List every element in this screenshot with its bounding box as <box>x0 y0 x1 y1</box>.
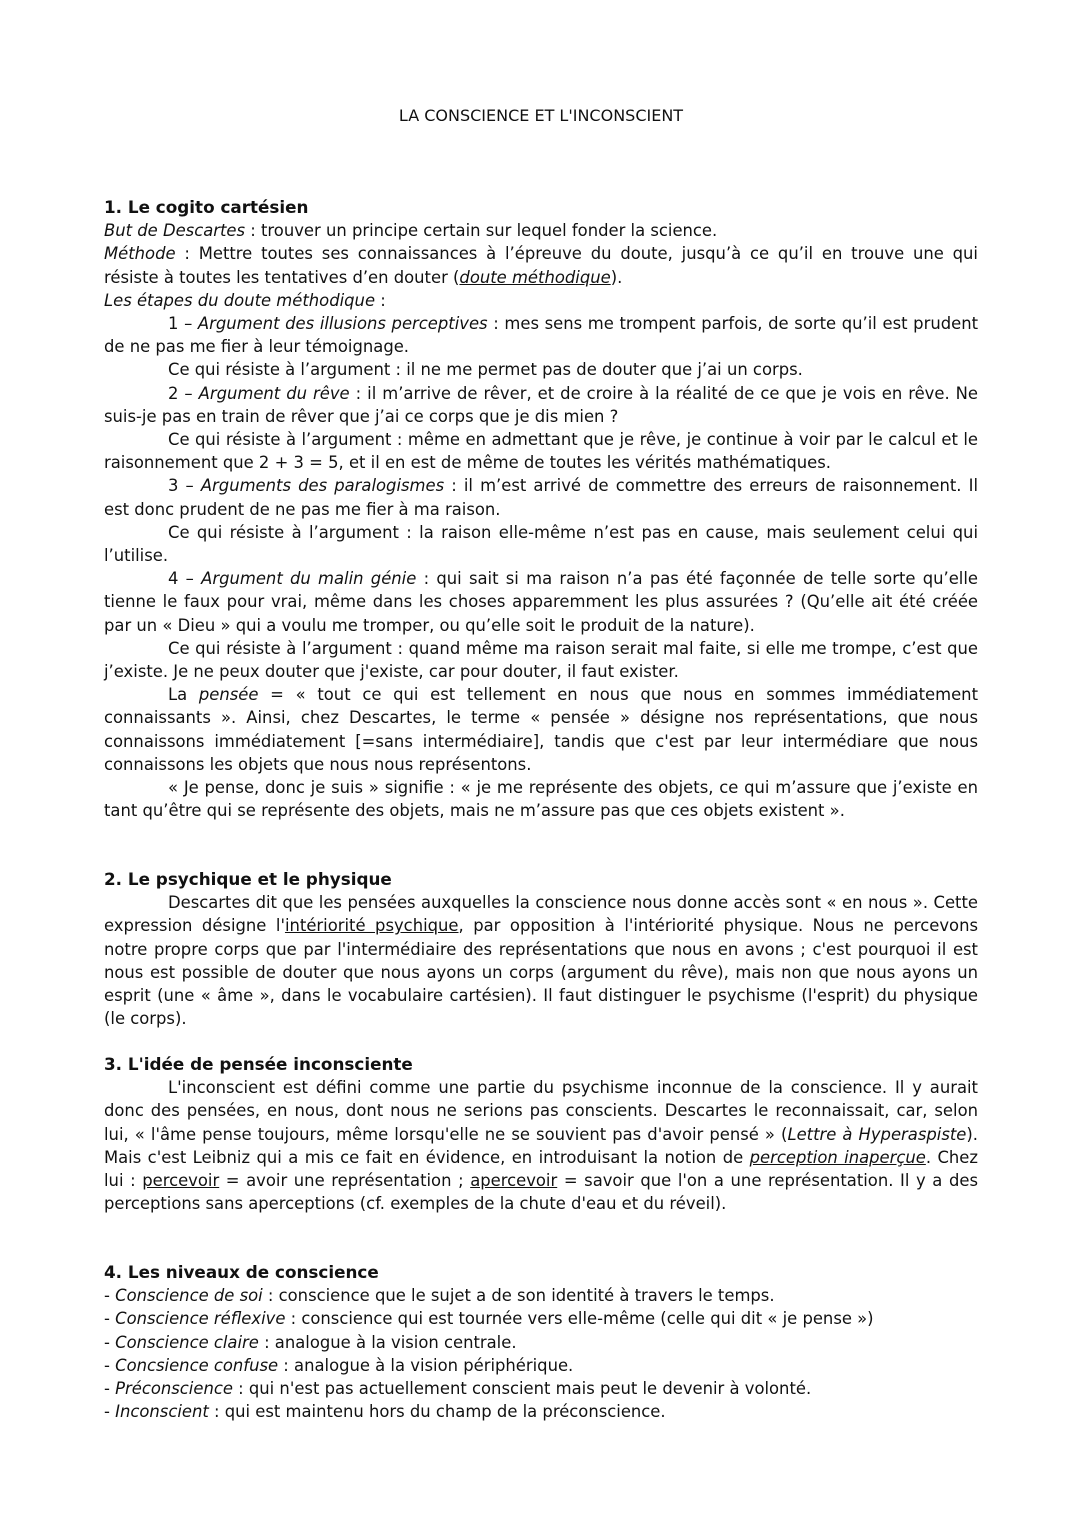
argument-text: : mes sens me trompent parfois, de sorte qu’il est prudent de ne pas me fier à leur témoignage. <box>104 314 979 357</box>
argument-text: : il m’est arrivé de commettre des erreurs de raisonnement. Il est donc prudent de ne pas me fier à ma raison. <box>104 476 979 519</box>
list-item <box>104 1400 978 1423</box>
list-label: Conscience réflexive <box>115 1309 286 1329</box>
paragraph-but <box>104 219 978 242</box>
argument-label: Arguments des paralogismes <box>200 476 445 496</box>
section-cogito <box>104 196 978 822</box>
argument-label: Argument du malin génie <box>201 569 417 589</box>
term-perception-inapercue: perception inaperçue <box>749 1147 926 1167</box>
section-heading: 1. Le cogito cartésien <box>104 197 309 217</box>
section-niveaux-conscience <box>104 1261 978 1423</box>
text-etapes-end: : <box>375 290 386 310</box>
argument-1-resistance: Ce qui résiste à l’argument : il ne me permet pas de douter que j’ai un corps. <box>168 360 803 380</box>
text-start: L'inconscient est défini comme une partie du psychisme inconnue de la conscience. Il y aurait donc des pensées, en nous, dont nous ne serions pas conscients. Descartes le reconnaissait, car, selon lui, « l'âme pense toujours, même lorsqu'elle ne se souvient pas d'avoir pensé » ( <box>104 1078 978 1144</box>
text-methode-end: ). <box>610 267 623 287</box>
text-pensee-start: La <box>168 685 199 705</box>
term-apercevoir: apercevoir <box>470 1171 558 1191</box>
list-text: : conscience qui est tournée vers elle-même (celle qui dit « je pense ») <box>285 1309 874 1329</box>
text-end: = savoir que l'on a une représentation. Il y a des perceptions sans aperceptions (cf. exemples de la chute d'eau et du réveil). <box>104 1171 978 1214</box>
text-methode: : Mettre toutes ses connaissances à l’épreuve du doute, jusqu’à ce qu’il en trouve une qui résiste à toutes les tentatives d’en douter ( <box>104 244 978 287</box>
text-pensee: = « tout ce qui est tellement en nous que nous en sommes immédiatement connaissants ». Ainsi, chez Descartes, le terme « pensée » désigne nos représentations, que nous connaissons immédiatement [=sans intermédiaire], tandis que c'est par leur intermédiare que nous connaissons les objets que nous nous représentons. <box>104 685 978 774</box>
argument-text: : qui sait si ma raison n’a pas été façonnée de telle sorte qu’elle tienne le faux pour vrai, même dans les choses apparemment les plus assurées ? (Qu’elle ait été créée par un « Dieu » qui a voulu me tromper, ou qu’elle soit le produit de la nature). <box>104 569 978 635</box>
section-psychique-physique <box>104 868 978 1030</box>
paragraph-methode <box>104 242 978 288</box>
list-item <box>104 1354 978 1377</box>
term-pensee: pensée <box>198 685 259 705</box>
text-end: , par opposition à l'intériorité physique. Nous ne percevons notre propre corps que par l'intermédiaire des représentations que nous en avons ; c'est pourquoi il est nous est possible de douter que nous ayons un corps (argument du rêve), mais non que nous ayons un esprit (une « âme », dans le vocabulaire cartésien). Il faut distinguer le psychisme (l'esprit) du physique (le corps). <box>104 916 978 1029</box>
list-item <box>104 1377 978 1400</box>
argument-number: 1 – <box>168 314 198 334</box>
list-text: : analogue à la vision centrale. <box>258 1332 517 1352</box>
label-methode: Méthode <box>104 244 176 264</box>
list-text: : conscience que le sujet a de son identité à travers le temps. <box>262 1286 775 1306</box>
list-label: Conscience de soi <box>115 1286 263 1306</box>
term-percevoir: percevoir <box>142 1171 220 1191</box>
argument-4-resistance: Ce qui résiste à l’argument : quand même ma raison serait mal faite, si elle me trompe, c’est que j’existe. Je ne peux douter que j'existe, car pour douter, il faut exister. <box>104 638 978 682</box>
paragraph-psychique <box>104 891 978 1030</box>
text-but: : trouver un principe certain sur lequel fonder la science. <box>245 221 718 241</box>
list-item <box>104 1284 978 1307</box>
list-label: Conscience claire <box>115 1332 259 1352</box>
section-heading: 2. Le psychique et le physique <box>104 869 392 889</box>
list-dash: - <box>104 1286 116 1306</box>
argument-2 <box>104 382 978 428</box>
argument-number: 3 – <box>168 476 201 496</box>
list-item <box>104 1307 978 1330</box>
argument-3-resistance: Ce qui résiste à l’argument : la raison elle-même n’est pas en cause, mais seulement celui qui l’utilise. <box>104 522 978 566</box>
list-dash: - <box>104 1355 116 1375</box>
argument-label: Argument des illusions perceptives <box>197 314 488 334</box>
paragraph-pensee <box>104 683 978 776</box>
text-mid3: = avoir une représentation ; <box>219 1171 471 1191</box>
list-text: : qui n'est pas actuellement conscient mais peut le devenir à volonté. <box>232 1379 812 1399</box>
list-label: Préconscience <box>115 1379 233 1399</box>
list-text: : qui est maintenu hors du champ de la préconscience. <box>208 1402 666 1422</box>
list-label: Inconscient <box>115 1402 209 1422</box>
argument-label: Argument du rêve <box>198 383 350 403</box>
argument-4 <box>104 567 978 637</box>
label-etapes: Les étapes du doute méthodique <box>104 290 376 310</box>
section-heading: 3. L'idée de pensée inconsciente <box>104 1054 413 1074</box>
text-mid2: . Chez lui : <box>104 1147 978 1191</box>
text-start: Descartes dit que les pensées auxquelles la conscience nous donne accès sont « en nous ». Cette expression désigne l' <box>104 893 978 936</box>
list-text: : analogue à la vision périphérique. <box>278 1355 574 1375</box>
argument-number: 2 – <box>168 383 199 403</box>
list-dash: - <box>104 1379 116 1399</box>
term-doute-methodique: doute méthodique <box>459 267 611 287</box>
list-dash: - <box>104 1402 116 1422</box>
argument-3 <box>104 474 978 520</box>
list-dash: - <box>104 1309 116 1329</box>
argument-1 <box>104 312 978 358</box>
argument-number: 4 – <box>168 569 202 589</box>
argument-2-resistance: Ce qui résiste à l’argument : même en admettant que je rêve, je continue à voir par le calcul et le raisonnement que 2 + 3 = 5, et il en est de même de toutes les vérités mathématiques. <box>104 430 978 473</box>
paragraph-inconscient <box>104 1076 978 1215</box>
citation-lettre: Lettre à Hyperaspiste <box>787 1124 967 1144</box>
list-label: Concsience confuse <box>115 1355 279 1375</box>
argument-text: : il m’arrive de rêver, et de croire à la réalité de ce que je vois en rêve. Ne suis-je pas en train de rêver que j’ai ce corps que je dis mien ? <box>104 383 978 426</box>
paragraph-je-pense: « Je pense, donc je suis » signifie : « je me représente des objets, ce qui m’assure que j’existe en tant qu’être qui se représente des objets, mais ne m’assure pas que ces objets existent ». <box>104 778 978 821</box>
list-dash: - <box>104 1332 116 1352</box>
text-mid: ). Mais c'est Leibniz qui a mis ce fait en évidence, en introduisant la notion de <box>104 1124 978 1167</box>
paragraph-etapes <box>104 289 978 312</box>
label-but: But de Descartes <box>104 221 246 241</box>
list-item <box>104 1331 978 1354</box>
document-title: LA CONSCIENCE ET L'INCONSCIENT <box>398 106 684 125</box>
section-pensee-inconsciente <box>104 1053 978 1215</box>
section-heading: 4. Les niveaux de conscience <box>104 1262 379 1282</box>
term-interiorite-psychique: intériorité psychique <box>284 916 459 936</box>
